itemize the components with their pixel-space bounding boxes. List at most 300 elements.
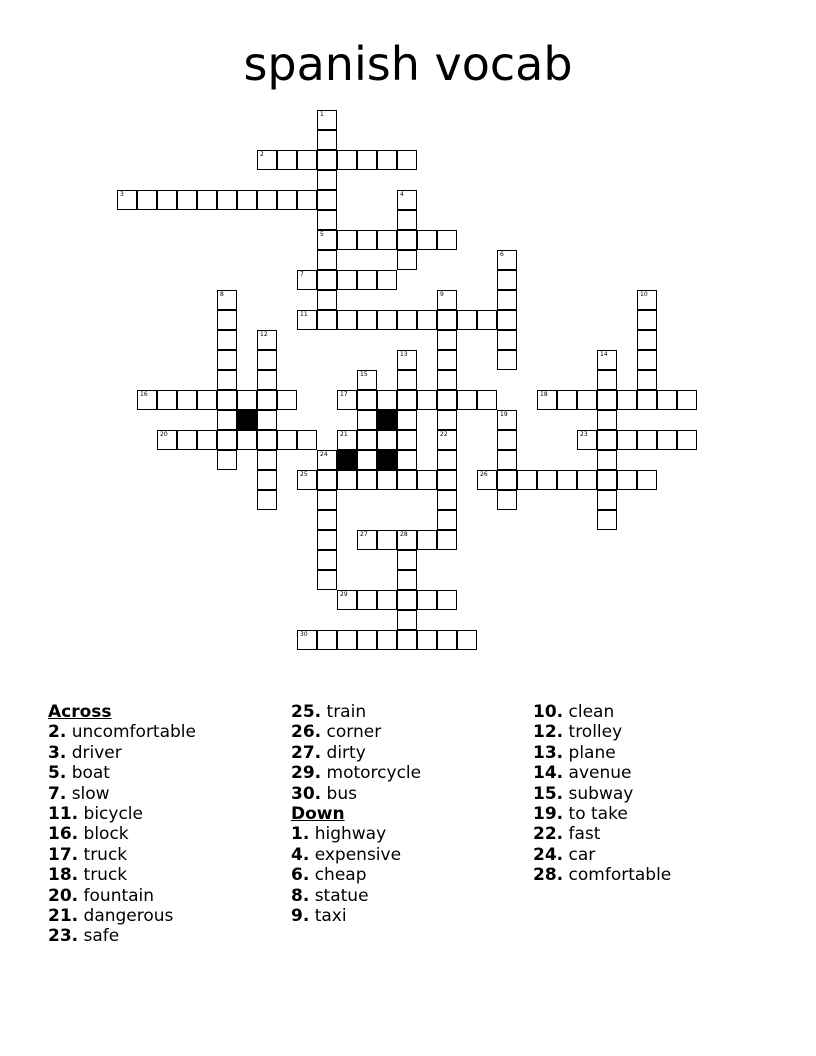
- clue-number: 12: [260, 331, 268, 338]
- grid-cell[interactable]: [177, 430, 197, 450]
- grid-cell[interactable]: [317, 630, 337, 650]
- grid-cell[interactable]: [337, 390, 357, 410]
- clue-text: train: [321, 702, 367, 722]
- clue-number: 9: [440, 291, 444, 298]
- grid-cell[interactable]: [437, 490, 457, 510]
- clue-number: 20: [160, 431, 168, 438]
- grid-cell[interactable]: [497, 310, 517, 330]
- clue-across: [48, 804, 196, 824]
- clue-down: [533, 784, 671, 804]
- grid-cell[interactable]: [257, 490, 277, 510]
- grid-cell[interactable]: [577, 470, 597, 490]
- grid-cell[interactable]: [477, 470, 497, 490]
- grid-cell[interactable]: [457, 310, 477, 330]
- grid-cell[interactable]: [517, 470, 537, 490]
- grid-cell[interactable]: [597, 350, 617, 370]
- grid-cell[interactable]: [617, 390, 637, 410]
- grid-cell[interactable]: [217, 190, 237, 210]
- clue-number: 4: [400, 191, 404, 198]
- grid-cell[interactable]: [597, 410, 617, 430]
- grid-cell[interactable]: [437, 450, 457, 470]
- grid-cell[interactable]: [437, 310, 457, 330]
- grid-cell[interactable]: [477, 310, 497, 330]
- grid-cell[interactable]: [237, 390, 257, 410]
- grid-cell[interactable]: [257, 370, 277, 390]
- grid-cell[interactable]: [337, 150, 357, 170]
- clue-number-label: 17.: [48, 844, 79, 865]
- grid-cell[interactable]: [437, 230, 457, 250]
- clue-number: 23: [580, 431, 588, 438]
- grid-cell[interactable]: [377, 310, 397, 330]
- grid-cell[interactable]: [597, 430, 617, 450]
- clue-text: subway: [563, 783, 634, 804]
- grid-cell[interactable]: [317, 250, 337, 270]
- clue-down: [533, 824, 671, 844]
- clue-text: to take: [563, 803, 628, 824]
- grid-cell[interactable]: [497, 270, 517, 290]
- clue-down: [533, 763, 671, 783]
- clue-across: [291, 702, 421, 722]
- clue-text: statue: [309, 885, 369, 906]
- clue-number: 30: [300, 631, 308, 638]
- grid-cell[interactable]: [217, 390, 237, 410]
- grid-cell[interactable]: [437, 390, 457, 410]
- grid-cell[interactable]: [577, 390, 597, 410]
- grid-cell[interactable]: [537, 390, 557, 410]
- clue-number-label: 19.: [533, 803, 564, 824]
- grid-cell[interactable]: [357, 410, 377, 430]
- clue-down: [533, 845, 671, 865]
- grid-cell[interactable]: [337, 270, 357, 290]
- grid-cell[interactable]: [377, 630, 397, 650]
- clue-number-label: 10.: [533, 702, 564, 722]
- grid-cell[interactable]: [297, 630, 317, 650]
- clue-text: boat: [66, 763, 110, 784]
- grid-cell[interactable]: [637, 330, 657, 350]
- grid-cell[interactable]: [177, 190, 197, 210]
- grid-cell[interactable]: [377, 150, 397, 170]
- clue-text: fountain: [78, 885, 155, 906]
- grid-cell[interactable]: [337, 590, 357, 610]
- grid-cell[interactable]: [397, 390, 417, 410]
- grid-cell[interactable]: [597, 510, 617, 530]
- clue-number: 10: [640, 291, 648, 298]
- grid-cell[interactable]: [357, 450, 377, 470]
- grid-cell[interactable]: [197, 190, 217, 210]
- clue-number: 28: [400, 531, 408, 538]
- grid-cell[interactable]: [437, 350, 457, 370]
- grid-cell[interactable]: [437, 590, 457, 610]
- grid-cell[interactable]: [417, 630, 437, 650]
- grid-cell[interactable]: [317, 230, 337, 250]
- grid-cell[interactable]: [417, 530, 437, 550]
- clue-number-label: 25.: [291, 702, 322, 722]
- clue-text: bus: [321, 783, 357, 804]
- grid-cell[interactable]: [357, 470, 377, 490]
- clue-number-label: 16.: [48, 824, 79, 845]
- grid-cell[interactable]: [617, 470, 637, 490]
- grid-cell[interactable]: [297, 430, 317, 450]
- clue-number: 17: [340, 391, 348, 398]
- grid-cell[interactable]: [637, 430, 657, 450]
- clue-number: 15: [360, 371, 368, 378]
- grid-cell[interactable]: [397, 450, 417, 470]
- grid-cell[interactable]: [597, 470, 617, 490]
- grid-cell[interactable]: [177, 390, 197, 410]
- grid-cell[interactable]: [657, 390, 677, 410]
- grid-cell[interactable]: [217, 330, 237, 350]
- clue-number: 14: [600, 351, 608, 358]
- grid-cell[interactable]: [137, 190, 157, 210]
- grid-cell[interactable]: [257, 150, 277, 170]
- clue-number-label: 7.: [48, 783, 67, 804]
- grid-cell[interactable]: [437, 530, 457, 550]
- grid-cell[interactable]: [397, 210, 417, 230]
- grid-cell[interactable]: [117, 190, 137, 210]
- grid-cell[interactable]: [397, 530, 417, 550]
- grid-cell[interactable]: [217, 410, 237, 430]
- clue-number-label: 20.: [48, 885, 79, 906]
- clue-number-label: 23.: [48, 926, 79, 947]
- grid-cell[interactable]: [457, 630, 477, 650]
- grid-cell[interactable]: [397, 310, 417, 330]
- grid-cell[interactable]: [397, 470, 417, 490]
- grid-cell[interactable]: [397, 190, 417, 210]
- grid-cell[interactable]: [377, 470, 397, 490]
- grid-cell[interactable]: [217, 370, 237, 390]
- clue-number-label: 4.: [291, 844, 310, 865]
- grid-cell[interactable]: [437, 290, 457, 310]
- clue-text: motorcycle: [321, 763, 422, 784]
- grid-cell[interactable]: [417, 390, 437, 410]
- clue-text: uncomfortable: [66, 722, 196, 743]
- clue-number: 8: [220, 291, 224, 298]
- clue-text: dirty: [321, 742, 366, 763]
- grid-cell[interactable]: [357, 430, 377, 450]
- grid-cell[interactable]: [377, 230, 397, 250]
- clue-number: 2: [260, 151, 264, 158]
- clue-text: avenue: [563, 763, 632, 784]
- grid-cell[interactable]: [277, 430, 297, 450]
- grid-cell[interactable]: [437, 630, 457, 650]
- black-cell: [377, 450, 397, 470]
- grid-cell[interactable]: [557, 470, 577, 490]
- clue-number-label: 6.: [291, 865, 310, 886]
- grid-cell[interactable]: [397, 250, 417, 270]
- black-cell: [237, 410, 257, 430]
- grid-cell[interactable]: [277, 390, 297, 410]
- grid-cell[interactable]: [317, 470, 337, 490]
- grid-cell[interactable]: [257, 350, 277, 370]
- clue-across: [48, 722, 196, 742]
- grid-cell[interactable]: [257, 330, 277, 350]
- clue-text: car: [563, 844, 596, 865]
- grid-cell[interactable]: [217, 430, 237, 450]
- clue-number: 27: [360, 531, 368, 538]
- grid-cell[interactable]: [397, 570, 417, 590]
- clue-across: [48, 886, 196, 906]
- clue-column-2: [291, 702, 421, 926]
- grid-cell[interactable]: [377, 270, 397, 290]
- clue-across: [291, 722, 421, 742]
- grid-cell[interactable]: [217, 450, 237, 470]
- grid-cell[interactable]: [297, 270, 317, 290]
- grid-cell[interactable]: [597, 450, 617, 470]
- grid-cell[interactable]: [317, 490, 337, 510]
- clue-text: driver: [66, 742, 122, 763]
- clue-number: 5: [320, 231, 324, 238]
- grid-cell[interactable]: [597, 390, 617, 410]
- clue-across: [48, 743, 196, 763]
- grid-cell[interactable]: [277, 150, 297, 170]
- grid-cell[interactable]: [397, 410, 417, 430]
- clue-across: [48, 926, 196, 946]
- across-heading: Across: [48, 702, 112, 722]
- grid-cell[interactable]: [677, 430, 697, 450]
- clue-text: truck: [78, 844, 128, 865]
- grid-cell[interactable]: [297, 190, 317, 210]
- grid-cell[interactable]: [637, 370, 657, 390]
- grid-cell[interactable]: [357, 310, 377, 330]
- grid-cell[interactable]: [437, 410, 457, 430]
- grid-cell[interactable]: [637, 470, 657, 490]
- clue-down: [291, 845, 421, 865]
- clue-text: trolley: [563, 722, 623, 743]
- clue-number: 11: [300, 311, 308, 318]
- grid-cell[interactable]: [317, 530, 337, 550]
- grid-cell[interactable]: [197, 430, 217, 450]
- clue-number: 7: [300, 271, 304, 278]
- grid-cell[interactable]: [297, 310, 317, 330]
- clue-number-label: 12.: [533, 722, 564, 743]
- grid-cell[interactable]: [477, 390, 497, 410]
- grid-cell[interactable]: [157, 190, 177, 210]
- clue-number-label: 18.: [48, 865, 79, 886]
- grid-cell[interactable]: [257, 450, 277, 470]
- clue-down: [533, 743, 671, 763]
- clue-number-label: 9.: [291, 905, 310, 926]
- grid-cell[interactable]: [317, 110, 337, 130]
- grid-cell[interactable]: [497, 410, 517, 430]
- clue-text: expensive: [309, 844, 402, 865]
- grid-cell[interactable]: [337, 630, 357, 650]
- grid-cell[interactable]: [337, 430, 357, 450]
- grid-cell[interactable]: [317, 290, 337, 310]
- clue-down: [533, 804, 671, 824]
- clue-number-label: 8.: [291, 885, 310, 906]
- grid-cell[interactable]: [257, 430, 277, 450]
- grid-cell[interactable]: [537, 470, 557, 490]
- grid-cell[interactable]: [637, 350, 657, 370]
- grid-cell[interactable]: [337, 230, 357, 250]
- grid-cell[interactable]: [377, 430, 397, 450]
- grid-cell[interactable]: [357, 370, 377, 390]
- grid-cell[interactable]: [637, 290, 657, 310]
- grid-cell[interactable]: [357, 590, 377, 610]
- clue-number-label: 27.: [291, 742, 322, 763]
- clue-number: 18: [540, 391, 548, 398]
- grid-cell[interactable]: [257, 390, 277, 410]
- clue-across: [291, 784, 421, 804]
- grid-cell[interactable]: [237, 430, 257, 450]
- grid-cell[interactable]: [377, 390, 397, 410]
- grid-cell[interactable]: [497, 430, 517, 450]
- grid-cell[interactable]: [677, 390, 697, 410]
- clue-number: 19: [500, 411, 508, 418]
- grid-cell[interactable]: [437, 430, 457, 450]
- grid-cell[interactable]: [317, 310, 337, 330]
- clue-number-label: 29.: [291, 763, 322, 784]
- grid-cell[interactable]: [337, 470, 357, 490]
- grid-cell[interactable]: [397, 590, 417, 610]
- clue-number: 3: [120, 191, 124, 198]
- grid-cell[interactable]: [397, 230, 417, 250]
- grid-cell[interactable]: [317, 190, 337, 210]
- clue-number-label: 5.: [48, 763, 67, 784]
- grid-cell[interactable]: [617, 430, 637, 450]
- grid-cell[interactable]: [497, 450, 517, 470]
- clue-across: [48, 763, 196, 783]
- clue-number: 13: [400, 351, 408, 358]
- clue-number-label: 21.: [48, 905, 79, 926]
- grid-cell[interactable]: [417, 470, 437, 490]
- clue-number-label: 28.: [533, 865, 564, 886]
- grid-cell[interactable]: [357, 230, 377, 250]
- clue-number: 25: [300, 471, 308, 478]
- clue-column-1: [48, 702, 196, 947]
- grid-cell[interactable]: [317, 130, 337, 150]
- clue-number: 16: [140, 391, 148, 398]
- clue-text: highway: [309, 824, 387, 845]
- clue-text: cheap: [309, 865, 367, 886]
- grid-cell[interactable]: [137, 390, 157, 410]
- grid-cell[interactable]: [297, 150, 317, 170]
- grid-cell[interactable]: [437, 370, 457, 390]
- grid-cell[interactable]: [397, 630, 417, 650]
- clue-number-label: 30.: [291, 783, 322, 804]
- grid-cell[interactable]: [457, 390, 477, 410]
- grid-cell[interactable]: [357, 150, 377, 170]
- grid-cell[interactable]: [497, 490, 517, 510]
- grid-cell[interactable]: [157, 430, 177, 450]
- grid-cell[interactable]: [257, 410, 277, 430]
- clue-text: block: [78, 824, 129, 845]
- clue-number: 24: [320, 451, 328, 458]
- grid-cell[interactable]: [417, 310, 437, 330]
- grid-cell[interactable]: [317, 270, 337, 290]
- grid-cell[interactable]: [637, 310, 657, 330]
- grid-cell[interactable]: [257, 470, 277, 490]
- grid-cell[interactable]: [337, 310, 357, 330]
- grid-cell[interactable]: [497, 250, 517, 270]
- grid-cell[interactable]: [197, 390, 217, 410]
- grid-cell[interactable]: [397, 430, 417, 450]
- grid-cell[interactable]: [497, 330, 517, 350]
- grid-cell[interactable]: [417, 230, 437, 250]
- grid-cell[interactable]: [317, 170, 337, 190]
- grid-cell[interactable]: [317, 510, 337, 530]
- clue-across: [48, 845, 196, 865]
- clue-text: taxi: [309, 905, 347, 926]
- clue-number-label: 1.: [291, 824, 310, 845]
- grid-cell[interactable]: [397, 150, 417, 170]
- clue-number-label: 26.: [291, 722, 322, 743]
- grid-cell[interactable]: [497, 350, 517, 370]
- grid-cell[interactable]: [497, 290, 517, 310]
- grid-cell[interactable]: [397, 610, 417, 630]
- grid-cell[interactable]: [317, 450, 337, 470]
- grid-cell[interactable]: [637, 390, 657, 410]
- clue-across: [291, 743, 421, 763]
- clue-across: [48, 865, 196, 885]
- clue-across: [291, 763, 421, 783]
- grid-cell[interactable]: [437, 470, 457, 490]
- grid-cell[interactable]: [237, 190, 257, 210]
- grid-cell[interactable]: [377, 590, 397, 610]
- grid-cell[interactable]: [217, 310, 237, 330]
- grid-cell[interactable]: [597, 370, 617, 390]
- grid-cell[interactable]: [557, 390, 577, 410]
- grid-cell[interactable]: [357, 390, 377, 410]
- clue-down: [291, 865, 421, 885]
- grid-cell[interactable]: [397, 350, 417, 370]
- grid-cell[interactable]: [437, 510, 457, 530]
- clue-number-label: 11.: [48, 803, 79, 824]
- grid-cell[interactable]: [217, 350, 237, 370]
- grid-cell[interactable]: [257, 190, 277, 210]
- clue-number: 21: [340, 431, 348, 438]
- clue-number: 6: [500, 251, 504, 258]
- clue-text: clean: [563, 702, 615, 722]
- down-heading: Down: [291, 803, 345, 824]
- clue-number-label: 13.: [533, 742, 564, 763]
- clue-text: fast: [563, 824, 601, 845]
- clue-text: safe: [78, 926, 120, 947]
- clue-number-label: 15.: [533, 783, 564, 804]
- grid-cell[interactable]: [597, 490, 617, 510]
- grid-cell[interactable]: [437, 330, 457, 350]
- clue-text: corner: [321, 722, 382, 743]
- clue-text: plane: [563, 742, 616, 763]
- clue-down: [291, 906, 421, 926]
- grid-cell[interactable]: [317, 570, 337, 590]
- grid-cell[interactable]: [397, 370, 417, 390]
- clue-number: 29: [340, 591, 348, 598]
- clue-down: [291, 886, 421, 906]
- grid-cell[interactable]: [357, 630, 377, 650]
- clue-column-3: [533, 702, 671, 886]
- clue-down: [291, 824, 421, 844]
- grid-cell[interactable]: [317, 550, 337, 570]
- grid-cell[interactable]: [277, 190, 297, 210]
- grid-cell[interactable]: [157, 390, 177, 410]
- grid-cell[interactable]: [297, 470, 317, 490]
- grid-cell[interactable]: [377, 530, 397, 550]
- grid-cell[interactable]: [417, 590, 437, 610]
- grid-cell[interactable]: [317, 150, 337, 170]
- grid-cell[interactable]: [657, 430, 677, 450]
- grid-cell[interactable]: [357, 270, 377, 290]
- grid-cell[interactable]: [397, 550, 417, 570]
- grid-cell[interactable]: [317, 210, 337, 230]
- clue-down: [533, 865, 671, 885]
- grid-cell[interactable]: [217, 290, 237, 310]
- clue-text: slow: [66, 783, 110, 804]
- grid-cell[interactable]: [497, 470, 517, 490]
- grid-cell[interactable]: [577, 430, 597, 450]
- page-title: spanish vocab: [243, 37, 573, 91]
- grid-cell[interactable]: [357, 530, 377, 550]
